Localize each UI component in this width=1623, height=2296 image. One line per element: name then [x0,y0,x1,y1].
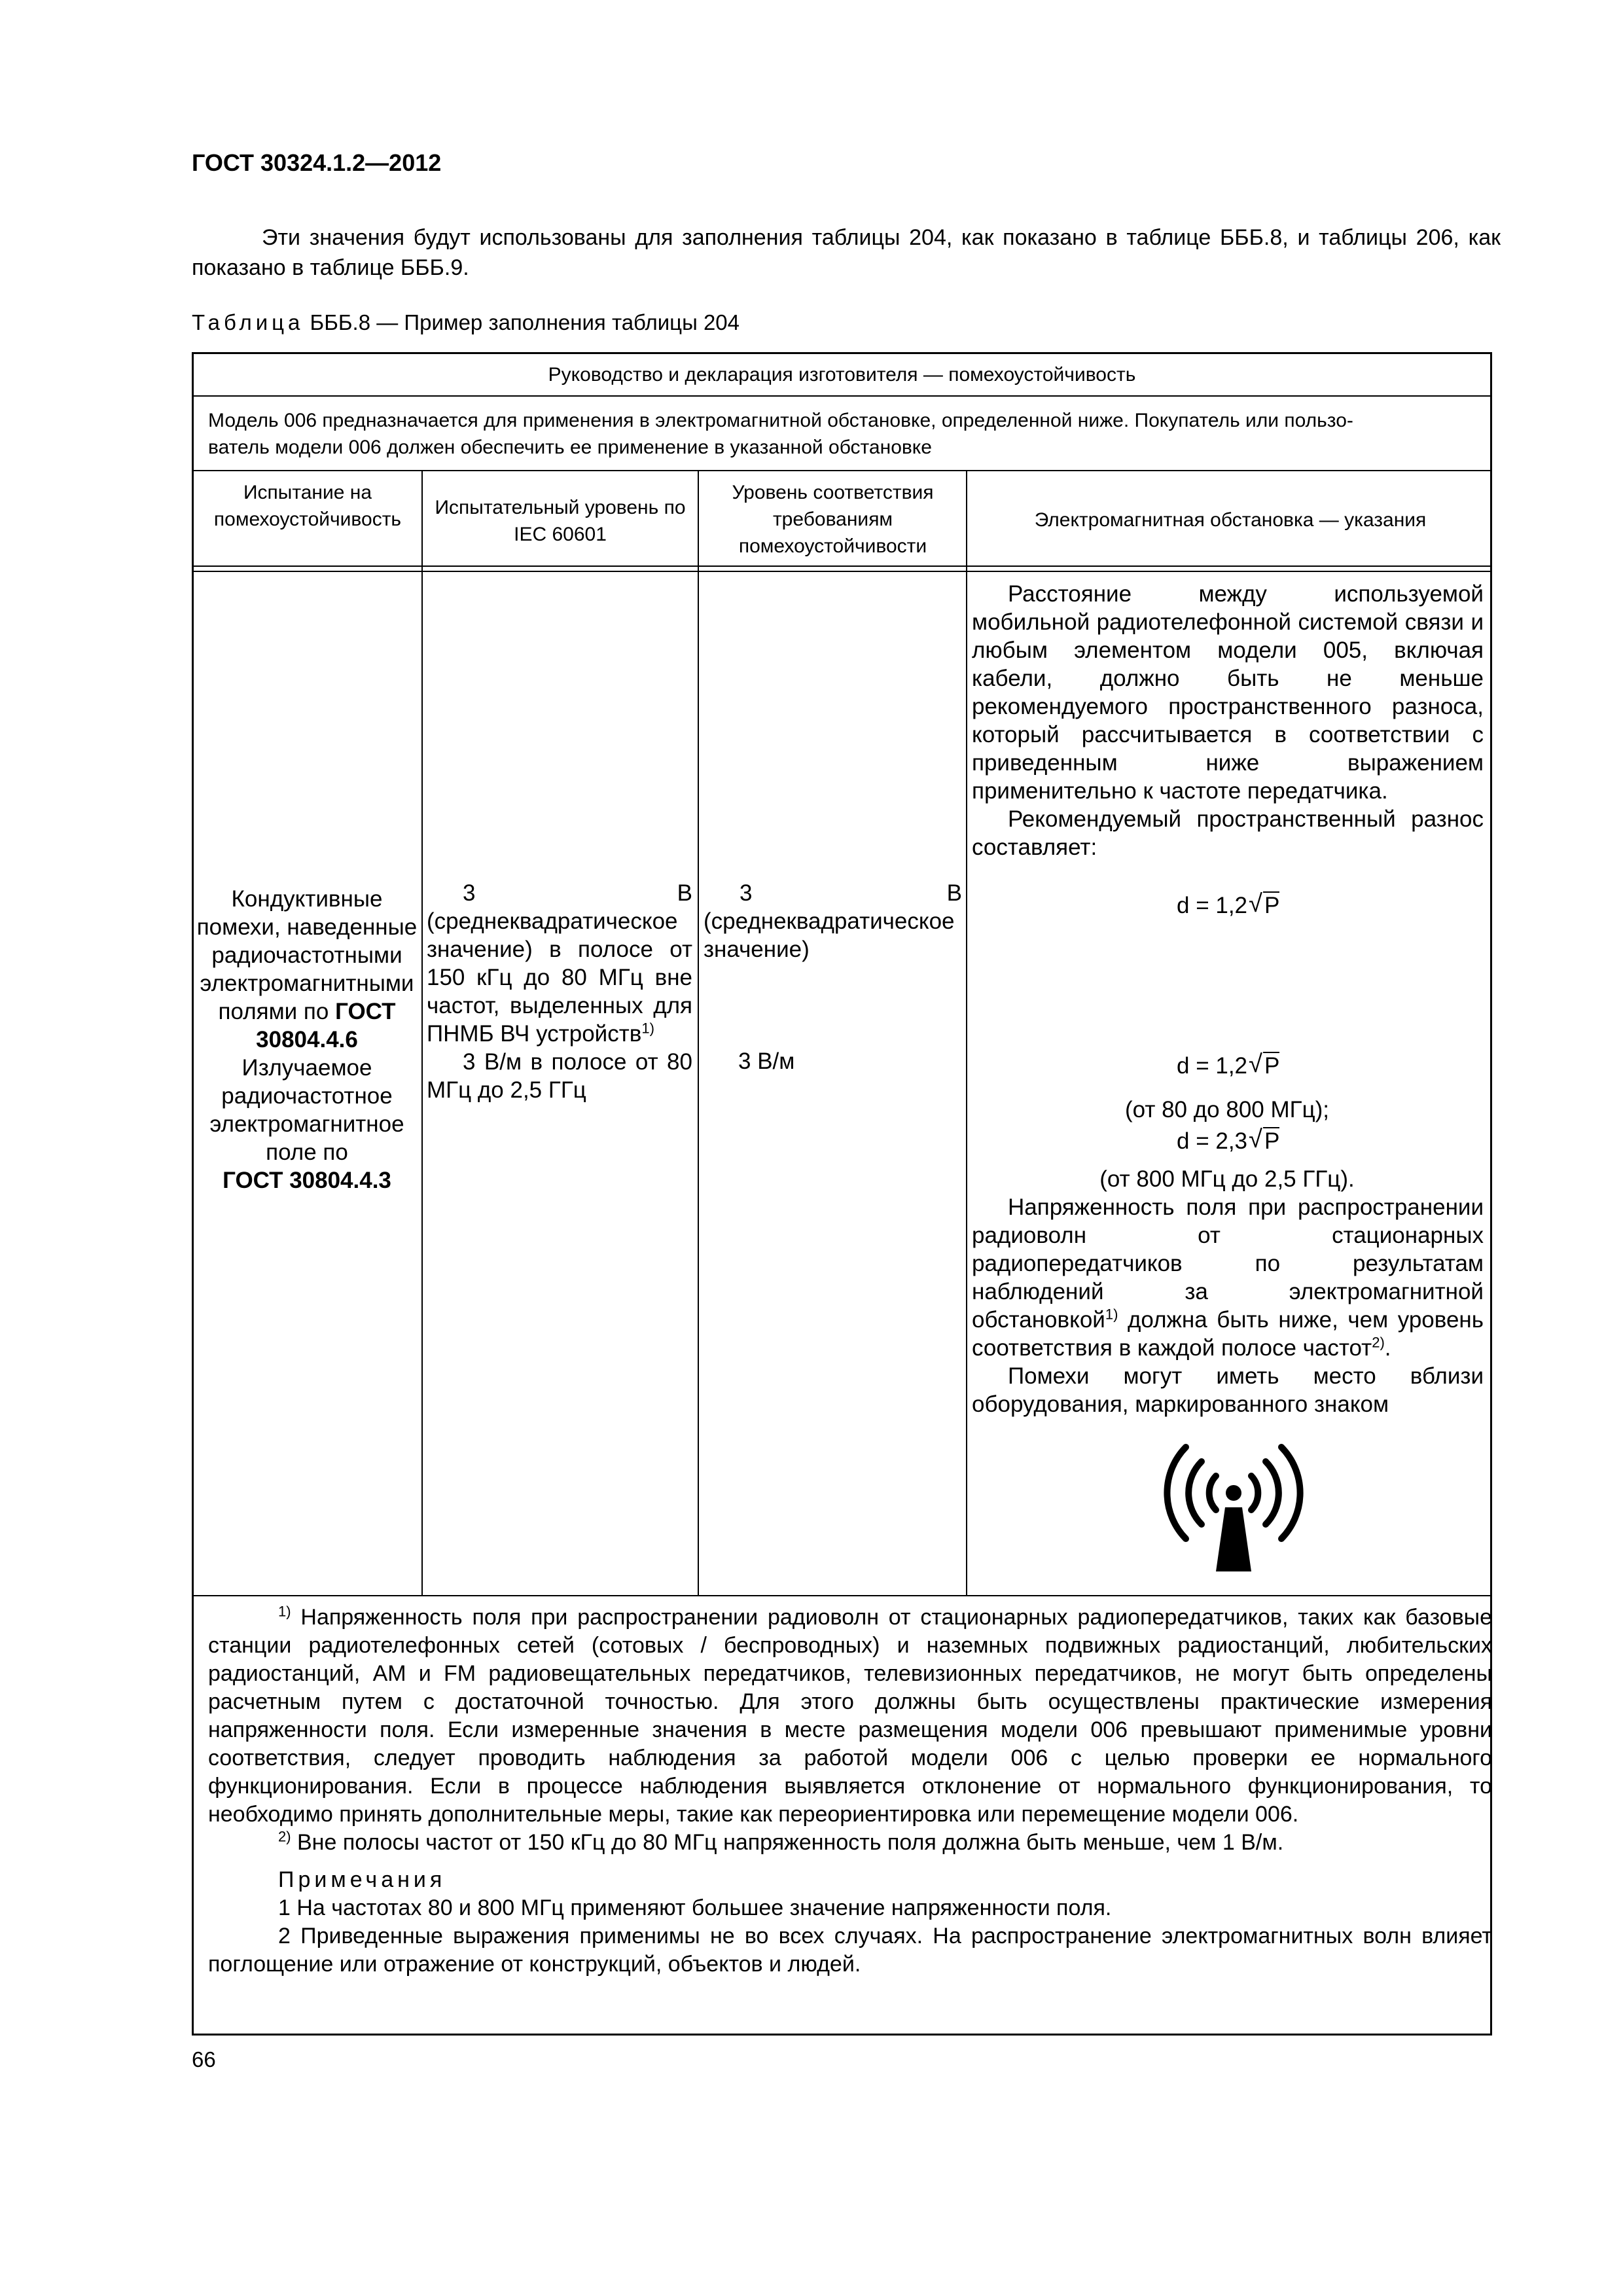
column-header-test-level: Испытательный уровень по IEC 60601 [435,497,686,545]
column-header-test: Испытание на помехоустойчивость [213,482,402,530]
non-ionizing-radiation-icon [1158,1437,1309,1581]
test-conducted: Кондуктивные помехи, наведенные радиочастотными электромагнитными полями по [196,886,418,1024]
table-border-bottom [192,2034,1492,2036]
em-guidance-p4: Помехи могут иметь место вблизи оборудования, маркированного знаком [972,1363,1484,1417]
test-conducted-standard: ГОСТ 30804.4.6 [256,999,396,1052]
formula-range-1: (от 80 до 800 МГц); [1124,1097,1330,1122]
test-radiated-standard: ГОСТ 30804.4.3 [223,1168,391,1193]
note-2: 2 Приведенные выражения применимы не во всех случаях. На распространение электромагнитных волн влияет поглощение или отражение от конструкций, объектов и людей. [208,1924,1492,1977]
model-note-line-2: ватель модели 006 должен обеспечить ее применение в указанной обстановке [208,437,932,458]
row-divider [192,470,1492,471]
test-level-conducted: 3 В (среднеквадратическое значение) в полосе от 150 кГц до 80 МГц вне частот, выделенных для ПНМБ ВЧ устройств [427,880,692,1047]
column-header-compliance-level: Уровень соответствия требованиям помехоустойчивости [732,482,934,557]
formula-range-2: (от 800 МГц до 2,5 ГГц). [1099,1166,1355,1192]
column-divider [421,470,423,1596]
footnote-1: Напряженность поля при распространении радиоволн от стационарных радиопередатчиков, таких как базовые станции радиотелефонных сетей (сотовых / беспроводных) и наземных подвижных радиостанций, любительских радиостанций, AM и FM радиовещательных передатчиков, телевизионных передатчиков, не могут быть определены расчетным путем с достаточной точностью. Для этого должны быть осуществлены практические измерения напряженности поля. Если измеренные значения в месте размещения модели 006 превышают применимые уровни соответствия, следует проводить наблюдения за работой модели 006 с целью проверки ее нормального функционирования. Если в процессе наблюдения выявляется отклонение от нормального функционирования, то необходимо принять дополнительные меры, такие как переориентировка или перемещение модели 006. [208,1605,1492,1827]
row-divider [192,571,1492,572]
cell-em-guidance-top [972,580,1484,861]
test-radiated: Излучаемое радиочастотное электромагнитное поле по [209,1055,404,1165]
formula-1: d = 1,2√ P [1177,891,1279,919]
notes-title: Примечания [278,1867,446,1892]
formula-2: d = 1,2√ P [1177,1052,1279,1079]
footnote-ref: 1) [1105,1306,1118,1323]
em-guidance-p2: Рекомендуемый пространственный разнос составляет: [972,806,1484,860]
em-guidance-p3: Напряженность поля при распространении радиоволн от стационарных радиопередатчиков по результатам наблюдений за электромагнитной обстановкой [972,1194,1484,1333]
row-divider [192,1595,1492,1596]
document-header: ГОСТ 30324.1.2—2012 [192,149,442,176]
table-border-left [192,352,194,2036]
footnote-ref: 1) [641,1020,654,1037]
row-divider [192,565,1492,567]
intro-text: Эти значения будут использованы для заполнения таблицы 204, как показано в таблице БББ.8, и таблицы 206, как показано в таблице БББ.9. [192,225,1501,280]
cell-compliance-level-conducted [704,879,962,963]
table-model-note [208,407,1484,461]
column-divider [966,470,967,1596]
cell-test-type [196,885,418,1194]
table-caption-text: БББ.8 — Пример заполнения таблицы 204 [304,310,740,334]
table-footnotes [208,1604,1492,1979]
intro-paragraph [192,223,1501,283]
compliance-level-radiated: 3 В/м [738,1049,795,1074]
table-border-top [192,352,1492,354]
table-caption [192,310,740,335]
footnote-2-mark: 2) [278,1828,291,1845]
table-caption-label: Таблица [192,310,304,334]
footnote-2: Вне полосы частот от 150 кГц до 80 МГц напряженность поля должна быть меньше, чем 1 В/м. [291,1830,1284,1855]
cell-em-guidance-bottom: Напряженность поля при распространении радиоволн от стационарных радиопередатчиков по результатам наблюдений за электромагнитной обстановкой$^{1)}$ должна быть ниже, чем уровень соответствия в каждой полосе частот$^{2)}$. Помехи могут иметь место вблизи оборудования, маркированного знаком [972,1194,1484,1417]
column-divider [698,470,699,1596]
test-level-radiated: 3 В/м в полосе от 80 МГц до 2,5 ГГц [427,1049,692,1103]
note-1: 1 На частотах 80 и 800 МГц применяют большее значение напряженности поля. [278,1895,1112,1920]
table-title: Руководство и декларация изготовителя — помехоустойчивость [548,364,1136,386]
formula-3: d = 2,3√ P [1177,1127,1279,1155]
column-header-em-environment: Электромагнитная обстановка — указания [1034,509,1427,531]
footnote-ref: 2) [1372,1334,1385,1351]
compliance-level-conducted: 3 В (среднеквадратическое значение) [704,880,962,962]
footnote-1-mark: 1) [278,1603,291,1620]
em-guidance-p1: Расстояние между используемой мобильной радиотелефонной системой связи и любым элементом модели 005, включая кабели, должно быть не меньше рекомендуемого пространственного разноса, который рассчитывается в соответствии с приведенным ниже выражением применительно к частоте передатчика. [972,581,1484,804]
row-divider [192,395,1492,397]
model-note-line-1: Модель 006 предназначается для применения в электромагнитной обстановке, определенной ниже. Покупатель или пользо- [208,410,1353,431]
page-number: 66 [192,2047,216,2072]
cell-test-level [427,879,692,1104]
